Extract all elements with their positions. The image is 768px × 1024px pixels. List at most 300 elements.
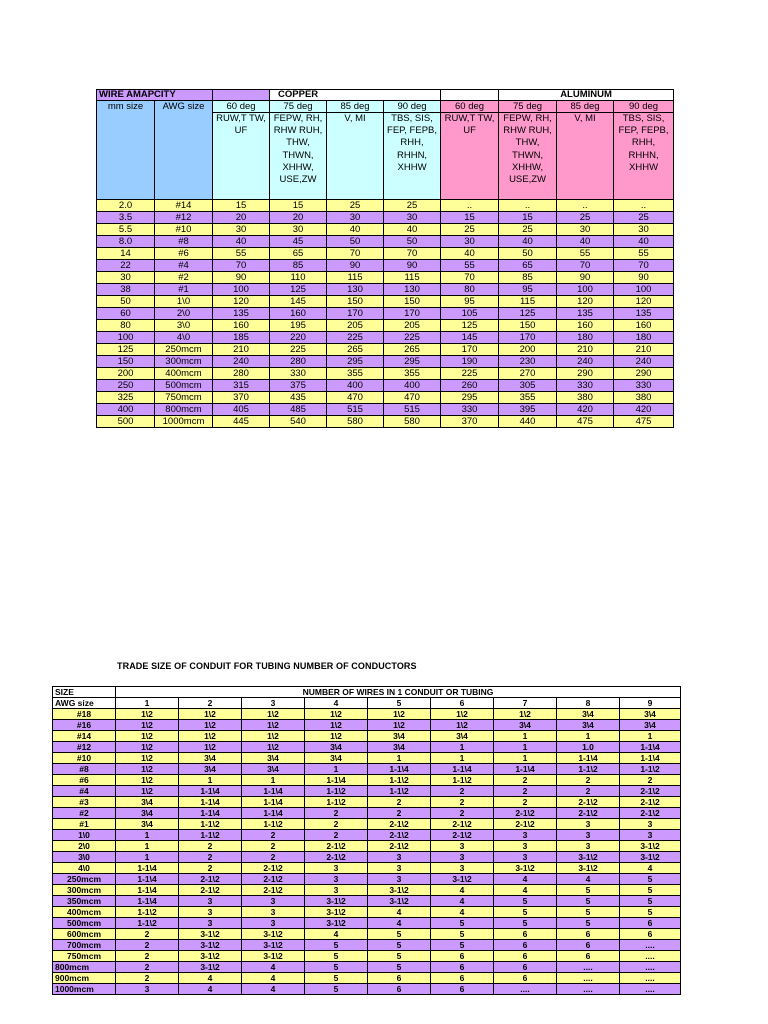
table-cell: 1\2: [116, 709, 179, 720]
insulation-types: RUW,T TW, UF: [441, 113, 499, 200]
table-cell: 3\4: [620, 720, 681, 731]
table-cell: 1\2: [116, 753, 179, 764]
table-row: [53, 742, 681, 753]
insulation-types: TBS, SIS, FEP, FEPB, RHH, RHHN, XHHW: [384, 113, 441, 200]
table-cell: #4: [155, 260, 213, 272]
table-cell: 3: [431, 852, 494, 863]
table-cell: 3\4: [557, 709, 620, 720]
table-cell: 95: [441, 296, 499, 308]
table-cell: 435: [270, 392, 327, 404]
table-cell: 5: [557, 885, 620, 896]
table-cell: 115: [499, 296, 557, 308]
table-cell: 3: [557, 841, 620, 852]
table-cell: 1-1\4: [179, 797, 242, 808]
table-cell: 2-1\2: [620, 808, 681, 819]
table-row: [97, 212, 674, 224]
table-cell: 170: [327, 308, 384, 320]
wire-count-header: 5: [368, 698, 431, 709]
table-cell: 6: [368, 984, 431, 995]
table-cell: 3-1\2: [179, 951, 242, 962]
table-row: [53, 962, 681, 973]
table-cell: 290: [557, 368, 614, 380]
table-cell: 110: [270, 272, 327, 284]
ampacity-title: WIRE AMAPCITY: [97, 90, 213, 101]
table-cell: 3\4: [494, 720, 557, 731]
table-cell: 1: [494, 742, 557, 753]
table-cell: 445: [213, 416, 270, 428]
table-cell: 40: [614, 236, 674, 248]
table-cell: 1\2: [179, 709, 242, 720]
table-cell: 270: [499, 368, 557, 380]
table-cell: 1\2: [305, 720, 368, 731]
table-row: [97, 260, 674, 272]
table-cell: 295: [441, 392, 499, 404]
table-cell: 1\2: [242, 720, 305, 731]
table-cell: 1: [494, 753, 557, 764]
table-cell: 1-1\2: [242, 819, 305, 830]
table-cell: 40: [441, 248, 499, 260]
table-cell: ....: [557, 973, 620, 984]
table-cell: 1\2: [431, 720, 494, 731]
table-cell: 3: [179, 918, 242, 929]
table-cell: 485: [270, 404, 327, 416]
table-row: [53, 885, 681, 896]
table-cell: 6: [557, 929, 620, 940]
table-cell: ....: [494, 984, 557, 995]
table-cell: 1\2: [179, 731, 242, 742]
table-row: [53, 984, 681, 995]
table-cell: 3: [557, 819, 620, 830]
table-cell: 60: [97, 308, 155, 320]
table-row: [97, 416, 674, 428]
table-row: [97, 284, 674, 296]
table-cell: 2-1\2: [557, 797, 620, 808]
table-cell: 2: [242, 841, 305, 852]
table-cell: 70: [441, 272, 499, 284]
table-row: [53, 907, 681, 918]
table-cell: 15: [270, 200, 327, 212]
table-cell: 1-1\2: [116, 918, 179, 929]
table-cell: 2: [494, 797, 557, 808]
table-cell: 240: [557, 356, 614, 368]
table-cell: 5: [620, 896, 681, 907]
table-cell: 420: [614, 404, 674, 416]
table-cell: 2-1\2: [620, 797, 681, 808]
table-row: [53, 731, 681, 742]
table-cell: 3: [305, 885, 368, 896]
table-cell: 25: [557, 212, 614, 224]
table-cell: 125: [97, 344, 155, 356]
table-cell: 1\2: [242, 742, 305, 753]
table-cell: 70: [384, 248, 441, 260]
table-row: [53, 797, 681, 808]
table-cell: 5: [305, 984, 368, 995]
table-cell: 2: [242, 852, 305, 863]
table-cell: 125: [270, 284, 327, 296]
table-cell: 210: [213, 344, 270, 356]
table-cell: ....: [620, 984, 681, 995]
table-cell: 210: [557, 344, 614, 356]
table-cell: 3: [431, 841, 494, 852]
table-cell: 4: [431, 896, 494, 907]
table-cell: 3-1\2: [620, 852, 681, 863]
insulation-types: FEPW, RH, RHW RUH, THW, THWN, XHHW, USE,ZW: [270, 113, 327, 200]
table-cell: 1-1\4: [305, 775, 368, 786]
table-cell: 220: [270, 332, 327, 344]
table-cell: 3-1\2: [242, 951, 305, 962]
wire-count-header: 4: [305, 698, 368, 709]
table-cell: 4: [179, 973, 242, 984]
table-cell: 2-1\2: [179, 885, 242, 896]
table-cell: 2: [557, 786, 620, 797]
table-cell: 325: [97, 392, 155, 404]
table-cell: 1\2: [242, 709, 305, 720]
temp-header: 85 deg: [327, 101, 384, 113]
table-cell: 2-1\2: [368, 841, 431, 852]
table-cell: 4: [557, 874, 620, 885]
table-cell: 225: [270, 344, 327, 356]
table-cell: 20: [270, 212, 327, 224]
table-cell: 2: [116, 962, 179, 973]
table-row: [97, 248, 674, 260]
table-cell: 1: [620, 731, 681, 742]
size-cell: 1\0: [53, 830, 116, 841]
table-cell: 130: [384, 284, 441, 296]
table-row: [53, 830, 681, 841]
table-cell: 400mcm: [155, 368, 213, 380]
table-cell: 25: [327, 200, 384, 212]
table-cell: 1.0: [557, 742, 620, 753]
table-row: [53, 940, 681, 951]
table-cell: ..: [441, 200, 499, 212]
table-cell: 3: [620, 830, 681, 841]
table-cell: 90: [557, 272, 614, 284]
table-cell: 290: [614, 368, 674, 380]
table-cell: 40: [384, 224, 441, 236]
table-cell: 5: [557, 918, 620, 929]
table-cell: 2-1\2: [557, 808, 620, 819]
size-cell: 800mcm: [53, 962, 116, 973]
table-cell: 4: [242, 962, 305, 973]
table-cell: 3: [305, 863, 368, 874]
table-cell: 225: [327, 332, 384, 344]
table-cell: 145: [270, 296, 327, 308]
wire-count-header: 3: [242, 698, 305, 709]
table-cell: 2: [305, 808, 368, 819]
table-cell: 3: [116, 984, 179, 995]
table-cell: 1-1\4: [620, 742, 681, 753]
table-cell: 1: [116, 830, 179, 841]
table-cell: 180: [557, 332, 614, 344]
table-cell: 3\4: [179, 764, 242, 775]
table-cell: 4: [305, 929, 368, 940]
table-cell: 55: [557, 248, 614, 260]
table-cell: 2\0: [155, 308, 213, 320]
table-cell: #14: [155, 200, 213, 212]
table-cell: 4: [620, 863, 681, 874]
table-cell: ....: [620, 951, 681, 962]
insulation-types: FEPW, RH, RHW RUH, THW, THWN, XHHW, USE,ZW: [499, 113, 557, 200]
table-cell: 170: [441, 344, 499, 356]
size-cell: #4: [53, 786, 116, 797]
table-cell: 515: [384, 404, 441, 416]
table-cell: 1: [368, 753, 431, 764]
table-cell: #8: [155, 236, 213, 248]
table-row: [97, 392, 674, 404]
table-cell: 1\2: [116, 742, 179, 753]
table-cell: 70: [557, 260, 614, 272]
table-cell: 4: [431, 885, 494, 896]
table-cell: 470: [327, 392, 384, 404]
table-cell: 50: [499, 248, 557, 260]
wire-count-header: 9: [620, 698, 681, 709]
table-row: [97, 380, 674, 392]
table-cell: 30: [384, 212, 441, 224]
table-cell: 3\4: [116, 819, 179, 830]
table-cell: 3\4: [116, 797, 179, 808]
insulation-types: V, MI: [327, 113, 384, 200]
table-cell: 30: [614, 224, 674, 236]
table-cell: 355: [327, 368, 384, 380]
table-cell: 30: [213, 224, 270, 236]
table-cell: 400: [384, 380, 441, 392]
table-cell: 475: [557, 416, 614, 428]
table-cell: 330: [557, 380, 614, 392]
table-cell: 1\2: [305, 731, 368, 742]
table-cell: 3-1\2: [179, 929, 242, 940]
table-cell: 85: [270, 260, 327, 272]
table-cell: 1-1\2: [557, 764, 620, 775]
table-cell: 470: [384, 392, 441, 404]
table-row: [53, 852, 681, 863]
table-cell: 1-1\2: [368, 786, 431, 797]
table-cell: 5: [620, 907, 681, 918]
table-row: [53, 863, 681, 874]
table-cell: 1: [431, 742, 494, 753]
table-cell: 1-1\4: [368, 764, 431, 775]
wire-count-header: 1: [116, 698, 179, 709]
table-cell: 300mcm: [155, 356, 213, 368]
table-cell: 55: [441, 260, 499, 272]
table-cell: 2.0: [97, 200, 155, 212]
table-cell: 250: [97, 380, 155, 392]
table-cell: 2: [368, 808, 431, 819]
table-cell: 45: [270, 236, 327, 248]
table-row: [97, 296, 674, 308]
table-cell: 2: [494, 775, 557, 786]
table-cell: 3\4: [179, 753, 242, 764]
table-cell: 1-1\2: [368, 775, 431, 786]
table-cell: 1-1\2: [431, 775, 494, 786]
table-cell: 1\2: [368, 709, 431, 720]
table-cell: 1\2: [242, 731, 305, 742]
table-cell: 4: [494, 885, 557, 896]
table-cell: #2: [155, 272, 213, 284]
table-cell: 2-1\2: [368, 830, 431, 841]
table-cell: 5: [368, 940, 431, 951]
table-cell: 1\2: [494, 709, 557, 720]
table-cell: 1\2: [116, 775, 179, 786]
table-cell: 1\2: [116, 731, 179, 742]
table-row: [97, 320, 674, 332]
awg-header: AWG size: [53, 698, 116, 709]
table-cell: 2-1\2: [431, 830, 494, 841]
table-cell: 280: [270, 356, 327, 368]
temp-header: 90 deg: [384, 101, 441, 113]
size-cell: #12: [53, 742, 116, 753]
table-cell: 295: [327, 356, 384, 368]
size-cell: 300mcm: [53, 885, 116, 896]
table-cell: 4: [242, 984, 305, 995]
size-cell: 2\0: [53, 841, 116, 852]
aluminum-label: ALUMINUM: [499, 90, 674, 101]
table-cell: 115: [327, 272, 384, 284]
table-cell: 185: [213, 332, 270, 344]
table-cell: 225: [441, 368, 499, 380]
header-spacer: [441, 90, 499, 101]
table-cell: ....: [620, 962, 681, 973]
wires-header: NUMBER OF WIRES IN 1 CONDUIT OR TUBING: [116, 687, 681, 698]
table-cell: 1-1\4: [116, 874, 179, 885]
size-cell: 1000mcm: [53, 984, 116, 995]
table-cell: 5.5: [97, 224, 155, 236]
table-cell: 4: [368, 918, 431, 929]
table-cell: 170: [499, 332, 557, 344]
table-cell: 295: [384, 356, 441, 368]
table-cell: 55: [213, 248, 270, 260]
table-cell: 1: [431, 753, 494, 764]
table-cell: 400: [97, 404, 155, 416]
table-cell: 3\4: [557, 720, 620, 731]
table-cell: 3\4: [116, 808, 179, 819]
table-cell: 65: [270, 248, 327, 260]
size-cell: 600mcm: [53, 929, 116, 940]
table-cell: 3: [305, 874, 368, 885]
table-row: [53, 753, 681, 764]
table-row: [53, 775, 681, 786]
table-cell: 2: [494, 786, 557, 797]
table-cell: 3\4: [431, 731, 494, 742]
size-cell: #18: [53, 709, 116, 720]
table-cell: 6: [494, 973, 557, 984]
table-cell: 130: [327, 284, 384, 296]
table-cell: 1: [179, 775, 242, 786]
table-cell: 25: [384, 200, 441, 212]
table-cell: 3\4: [242, 753, 305, 764]
table-cell: 40: [213, 236, 270, 248]
table-cell: 40: [557, 236, 614, 248]
table-cell: 125: [441, 320, 499, 332]
table-cell: 540: [270, 416, 327, 428]
table-cell: 2-1\2: [431, 819, 494, 830]
table-cell: 150: [97, 356, 155, 368]
table-cell: 135: [213, 308, 270, 320]
table-row: [97, 272, 674, 284]
table-cell: 405: [213, 404, 270, 416]
table-cell: 370: [213, 392, 270, 404]
table-cell: 1\0: [155, 296, 213, 308]
table-cell: #6: [155, 248, 213, 260]
table-cell: 200: [499, 344, 557, 356]
table-cell: 6: [557, 951, 620, 962]
table-cell: 6: [494, 929, 557, 940]
size-cell: 500mcm: [53, 918, 116, 929]
table-cell: 100: [614, 284, 674, 296]
table-cell: 3: [242, 918, 305, 929]
table-row: [97, 368, 674, 380]
table-row: [97, 404, 674, 416]
table-cell: 1: [116, 852, 179, 863]
table-cell: 6: [620, 918, 681, 929]
table-cell: 1\2: [116, 720, 179, 731]
table-cell: 3.5: [97, 212, 155, 224]
table-cell: 1-1\4: [179, 786, 242, 797]
table-cell: 240: [614, 356, 674, 368]
table-cell: ....: [620, 940, 681, 951]
table-cell: 1\2: [305, 709, 368, 720]
table-cell: 1-1\4: [431, 764, 494, 775]
table-cell: 1\2: [431, 709, 494, 720]
size-cell: #6: [53, 775, 116, 786]
table-row: [53, 819, 681, 830]
table-cell: 5: [305, 962, 368, 973]
table-cell: 3\4: [368, 742, 431, 753]
table-cell: 1\2: [116, 786, 179, 797]
table-cell: 1-1\2: [620, 764, 681, 775]
table-cell: 3: [242, 896, 305, 907]
table-cell: 5: [620, 874, 681, 885]
table-cell: 4: [368, 907, 431, 918]
wire-count-header: 7: [494, 698, 557, 709]
awg-size-header: AWG size: [155, 101, 213, 200]
table-cell: 1-1\4: [179, 808, 242, 819]
table-cell: 120: [213, 296, 270, 308]
table-cell: 50: [97, 296, 155, 308]
table-cell: 1-1\4: [557, 753, 620, 764]
table-cell: 3-1\2: [305, 896, 368, 907]
table-row: [53, 973, 681, 984]
table-cell: 395: [499, 404, 557, 416]
table-cell: 3: [179, 907, 242, 918]
table-cell: 195: [270, 320, 327, 332]
table-cell: 55: [614, 248, 674, 260]
wire-count-header: 6: [431, 698, 494, 709]
table-row: [97, 224, 674, 236]
table-cell: 90: [213, 272, 270, 284]
table-row: [53, 896, 681, 907]
table-cell: 205: [327, 320, 384, 332]
table-cell: 3: [179, 896, 242, 907]
table-cell: 160: [557, 320, 614, 332]
table-cell: 5: [431, 940, 494, 951]
table-cell: 1\2: [116, 764, 179, 775]
table-cell: 1-1\4: [116, 863, 179, 874]
table-cell: 2: [305, 819, 368, 830]
table-cell: 5: [557, 907, 620, 918]
table-cell: 205: [384, 320, 441, 332]
table-row: [53, 764, 681, 775]
size-header: SIZE: [53, 687, 116, 698]
wire-count-header: 8: [557, 698, 620, 709]
mm-size-header: mm size: [97, 101, 155, 200]
table-row: [53, 720, 681, 731]
table-cell: 70: [213, 260, 270, 272]
size-cell: 4\0: [53, 863, 116, 874]
table-cell: 5: [494, 918, 557, 929]
table-cell: 6: [431, 962, 494, 973]
table-cell: 135: [557, 308, 614, 320]
ampacity-rows: [97, 200, 674, 428]
